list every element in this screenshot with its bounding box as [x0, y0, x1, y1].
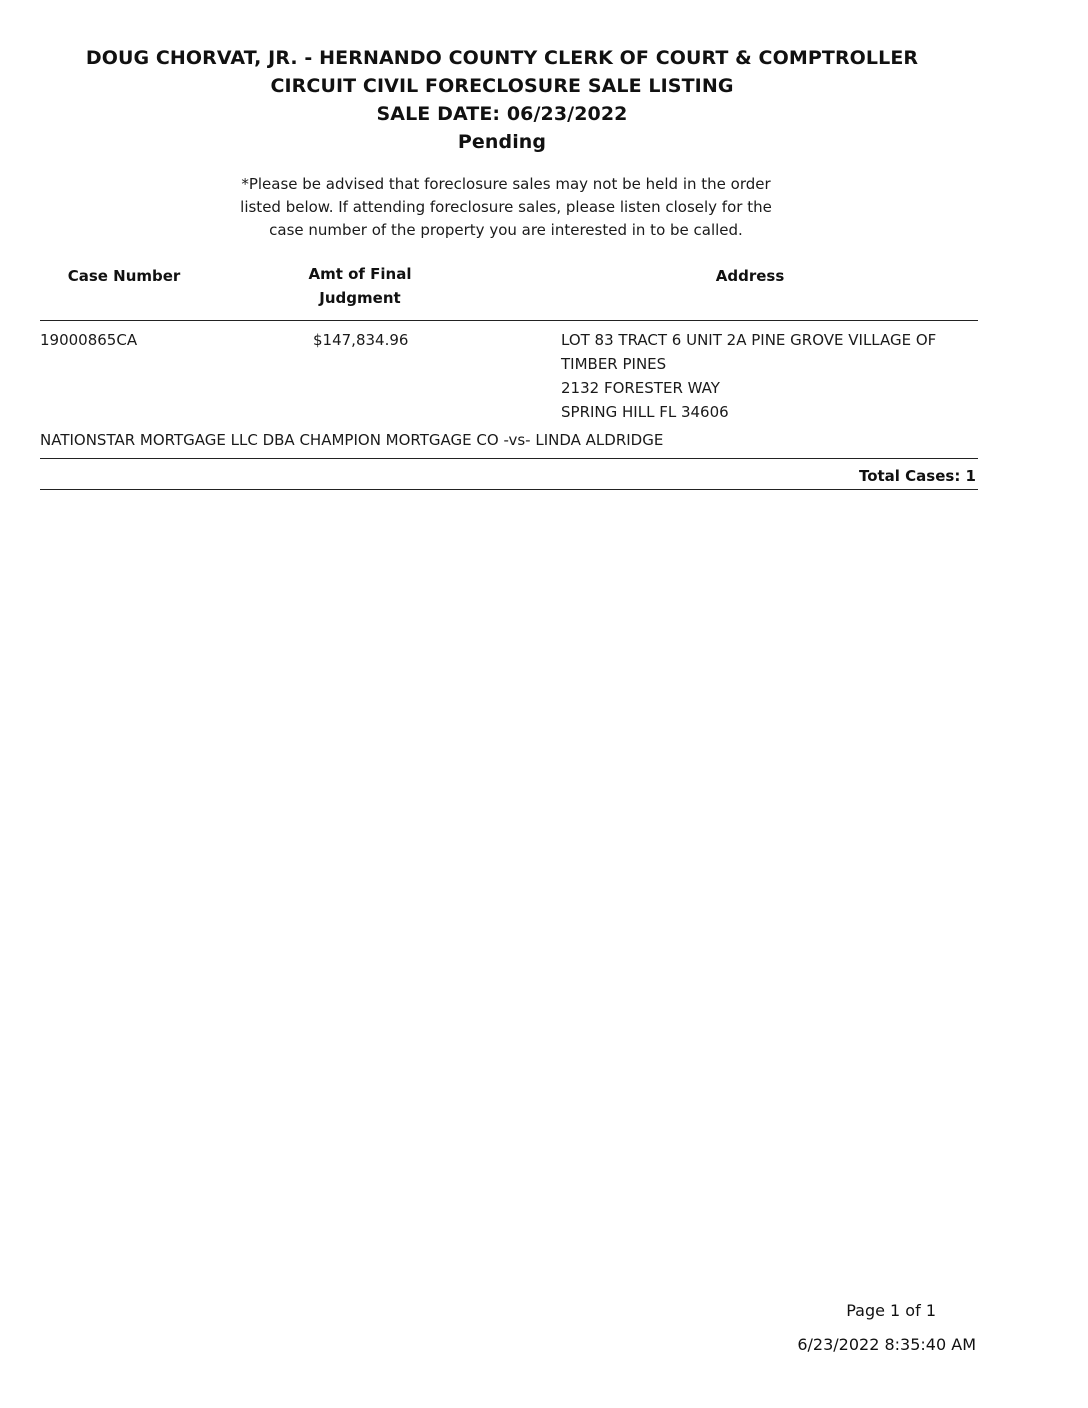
notice-line: case number of the property you are interested in to be called.: [269, 221, 743, 239]
page-number: Page 1 of 1: [846, 1301, 936, 1320]
case-number-cell: 19000865CA: [40, 331, 138, 349]
column-header-amount-line2: Judgment: [319, 289, 401, 307]
column-header-amount: [280, 262, 440, 310]
print-timestamp: 6/23/2022 8:35:40 AM: [797, 1335, 976, 1354]
listing-title: CIRCUIT CIVIL FORECLOSURE SALE LISTING: [270, 75, 734, 97]
notice-line: listed below. If attending foreclosure sales, please listen closely for the: [240, 198, 772, 216]
sale-date: SALE DATE: 06/23/2022: [376, 103, 628, 125]
address-line: LOT 83 TRACT 6 UNIT 2A PINE GROVE VILLAGE OF: [561, 331, 937, 349]
address-line: 2132 FORESTER WAY: [561, 379, 720, 397]
document-header: [0, 44, 1004, 156]
address-line: SPRING HILL FL 34606: [561, 403, 729, 421]
address-cell: [561, 328, 971, 424]
total-cases: Total Cases: 1: [858, 467, 976, 485]
advisory-notice: [206, 173, 806, 242]
summary-divider: [40, 489, 978, 490]
column-header-amount-line1: Amt of Final: [308, 265, 412, 283]
column-header-case-number: Case Number: [67, 267, 181, 285]
header-divider: [40, 320, 978, 321]
row-divider: [40, 458, 978, 459]
notice-line: *Please be advised that foreclosure sales may not be held in the order: [241, 175, 771, 193]
clerk-title: DOUG CHORVAT, JR. - HERNANDO COUNTY CLERK OF COURT & COMPTROLLER: [85, 47, 919, 69]
column-header-address: Address: [715, 267, 785, 285]
status-label: Pending: [457, 131, 547, 153]
address-line: TIMBER PINES: [561, 355, 667, 373]
judgment-amount-cell: $147,834.96: [313, 331, 409, 349]
case-parties: NATIONSTAR MORTGAGE LLC DBA CHAMPION MORTGAGE CO -vs- LINDA ALDRIDGE: [40, 431, 664, 449]
